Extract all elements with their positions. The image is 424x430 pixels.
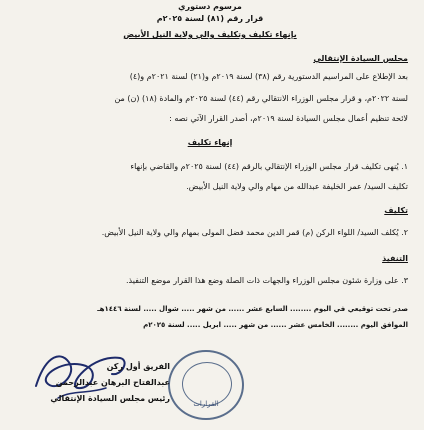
preamble-line-3: لائحة تنظيم أعمال مجلس السيادة لسنة ٢٠١٩م، أصدر القرار الآتي نصه : xyxy=(169,114,408,123)
execution-line-1: ٣. على وزارة شئون مجلس الوزراء والجهات ذات الصلة وضع هذا القرار موضع التنفيذ. xyxy=(125,276,408,285)
council-name: مجلس السيادة الإنتقالي xyxy=(313,54,408,63)
termination-line-2: تكليف السيد/ عمر الخليفة عبدالله من مهام والي ولاية النيل الأبيض. xyxy=(186,182,408,191)
seal-text: القرارات xyxy=(193,400,219,408)
termination-line-1: ١. يُنهى تكليف قرار مجلس الوزراء الإنتقالي بالرقم (٤٤) لسنة ٢٠٢٥م والقاضي بإنهاء xyxy=(130,162,408,171)
section-heading-termination: إنهاء تكليف xyxy=(187,138,233,147)
decision-subject: بإنهاء تكليف وتكليف والي ولاية النيل الأبيض xyxy=(123,30,297,39)
assignment-line-1: ٢. يُكلف السيد/ اللواء الركن (م) قمر الدين محمد فضل المولى بمهام والي ولاية النيل الأبيض. xyxy=(101,228,408,237)
preamble-line-1: بعد الإطلاع على المراسيم الدستورية رقم (٣٨) لسنة ٢٠١٩م و(٢١) لسنة ٢٠٢١م و(٤) xyxy=(129,72,408,81)
signatory-rank: الفريق أول ركن xyxy=(106,362,170,371)
signatory-name: عبدالفتاح البرهان عبدالرحمن xyxy=(55,378,170,387)
section-heading-assignment: تكليف xyxy=(384,206,408,215)
page-header-title: مرسوم دستوري xyxy=(178,2,242,11)
preamble-line-2: لسنة ٢٠٢٢م، و قرار مجلس الوزراء الانتقالي رقم (٤٤) لسنة ٢٠٢٥م والمادة (١٨) (ن) من xyxy=(114,94,408,103)
signatory-title: رئيس مجلس السيادة الإنتقالي xyxy=(50,394,170,403)
corresponding-date-line: الموافق اليوم ........ الخامس عشر ...... من شهر ..... ابريل ..... لسنة ٢٠٢٥م xyxy=(143,321,408,329)
official-seal xyxy=(168,350,244,420)
decision-number: قرار رقم (٨١) لسنة ٢٠٢٥م xyxy=(156,14,264,23)
section-heading-execution: التنفيذ xyxy=(382,254,408,263)
signed-date-line: صدر تحت توقيعي في اليوم ........ السابع عشر ...... من شهر ..... شوال ..... لسنة ١٤٤٦هـ xyxy=(97,305,408,313)
